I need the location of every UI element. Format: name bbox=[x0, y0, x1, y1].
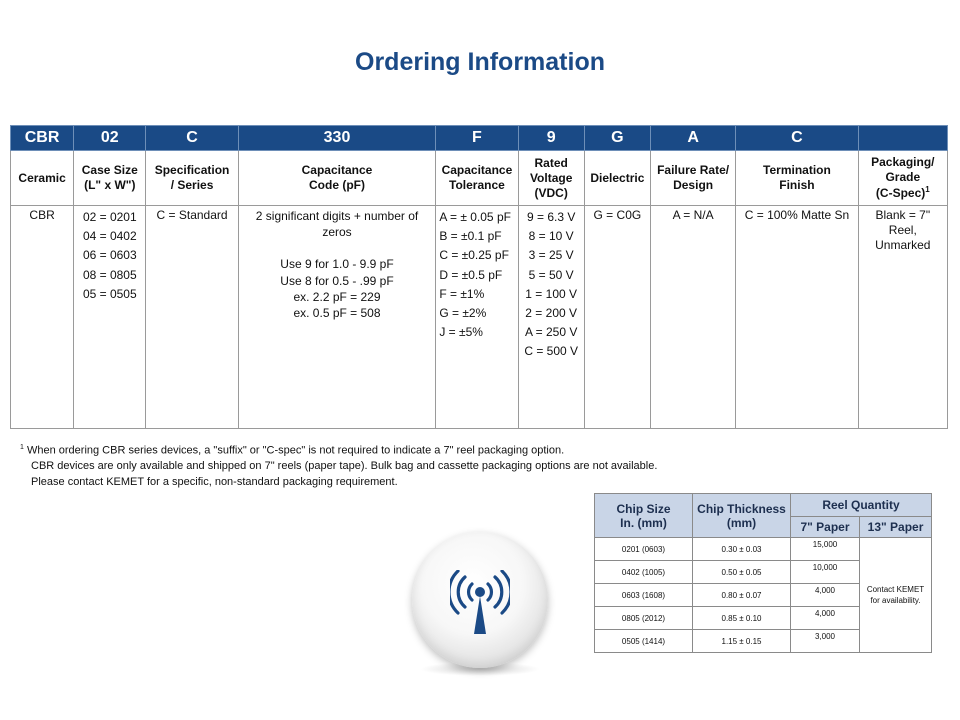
footnote-ref: 1 bbox=[925, 185, 930, 194]
reel7-qty-cell: 10,000 bbox=[791, 561, 860, 584]
value-line: J = ±5% bbox=[439, 325, 483, 340]
value-line: C = ±0.25 pF bbox=[439, 248, 509, 263]
value-rated-voltage bbox=[518, 206, 584, 429]
header-line: Failure Rate/ bbox=[657, 163, 730, 177]
chip-size-cell: 0805 (2012) bbox=[595, 607, 693, 630]
value-line: Unmarked bbox=[875, 238, 931, 252]
chip-thickness-cell: 0.80 ± 0.07 bbox=[693, 584, 791, 607]
value-case-size bbox=[74, 206, 146, 429]
value-line: 8 = 10 V bbox=[528, 229, 574, 244]
chip-header-reel-quantity: Reel Quantity bbox=[791, 494, 932, 517]
footnote-line: CBR devices are only available and shipped on 7" reels (paper tape). Bulk bag and cassette packaging options are not available. bbox=[31, 460, 658, 473]
value-line: A = 250 V bbox=[524, 325, 578, 340]
code-cell bbox=[858, 126, 947, 151]
header-failure-rate bbox=[650, 151, 735, 206]
value-line: 05 = 0505 bbox=[82, 286, 137, 301]
value-capacitance-code bbox=[238, 206, 436, 429]
values-row bbox=[11, 206, 948, 429]
code-cell: F bbox=[436, 126, 518, 151]
wireless-antenna-icon bbox=[450, 570, 510, 636]
header-dielectric: Dielectric bbox=[584, 151, 650, 206]
chip-size-cell: 0201 (0603) bbox=[595, 538, 693, 561]
chip-header-reel7: 7" Paper bbox=[791, 517, 860, 538]
value-line: ex. 0.5 pF = 508 bbox=[293, 305, 381, 320]
ordering-table bbox=[10, 125, 948, 429]
chip-thickness-cell: 0.85 ± 0.10 bbox=[693, 607, 791, 630]
chip-size-cell: 0402 (1005) bbox=[595, 561, 693, 584]
code-cell: 330 bbox=[238, 126, 436, 151]
value-line: 3 = 25 V bbox=[528, 248, 574, 263]
value-packaging bbox=[858, 206, 947, 429]
header-capacitance-code bbox=[238, 151, 436, 206]
value-line: 1 = 100 V bbox=[525, 286, 578, 301]
chip-thickness-cell: 1.15 ± 0.15 bbox=[693, 630, 791, 653]
footnote-text: When ordering CBR series devices, a "suffix" or "C-spec" is not required to indicate a 7" reel packaging option. bbox=[26, 444, 565, 457]
header-line: Chip Thickness bbox=[697, 501, 786, 516]
chip-header-thickness bbox=[693, 494, 791, 538]
wireless-badge bbox=[412, 532, 548, 668]
reel13-contact-cell bbox=[860, 538, 932, 653]
value-line: G = ±2% bbox=[439, 305, 487, 320]
header-capacitance-tolerance bbox=[436, 151, 518, 206]
chip-size-cell: 0505 (1414) bbox=[595, 630, 693, 653]
reel7-qty-cell: 15,000 bbox=[791, 538, 860, 561]
header-line: In. (mm) bbox=[620, 515, 667, 530]
value-line: 02 = 0201 bbox=[82, 210, 137, 224]
chip-thickness-cell: 0.50 ± 0.05 bbox=[693, 561, 791, 584]
value-line: 2 significant digits + number of bbox=[255, 209, 419, 223]
reel7-qty-cell: 4,000 bbox=[791, 584, 860, 607]
value-line: A = ± 0.05 pF bbox=[439, 210, 511, 224]
code-cell: 02 bbox=[74, 126, 146, 151]
value-line: F = ±1% bbox=[439, 286, 485, 301]
chip-thickness-cell: 0.30 ± 0.03 bbox=[693, 538, 791, 561]
value-line: 5 = 50 V bbox=[528, 267, 574, 282]
header-ceramic: Ceramic bbox=[11, 151, 74, 206]
header-line: Packaging/ bbox=[871, 155, 935, 169]
header-line: Rated bbox=[534, 155, 568, 170]
header-line: Design bbox=[673, 178, 714, 192]
reel7-qty-cell: 4,000 bbox=[791, 607, 860, 630]
value-dielectric: G = C0G bbox=[584, 206, 650, 429]
table-row bbox=[595, 538, 932, 561]
value-line: 08 = 0805 bbox=[82, 267, 137, 282]
reel7-qty-cell: 3,000 bbox=[791, 630, 860, 653]
value-line: B = ±0.1 pF bbox=[439, 229, 502, 244]
value-line: 04 = 0402 bbox=[82, 229, 137, 244]
header-line: / Series bbox=[170, 178, 214, 192]
header-line: Code (pF) bbox=[309, 178, 365, 192]
header-line: (mm) bbox=[726, 515, 757, 530]
value-line: zeros bbox=[322, 225, 352, 240]
value-capacitance-tolerance bbox=[436, 206, 518, 429]
header-line-text: (C-Spec) bbox=[875, 186, 926, 200]
header-line: (L" x W") bbox=[84, 178, 136, 192]
header-termination bbox=[736, 151, 858, 206]
footnote-line: Please contact KEMET for a specific, non-standard packaging requirement. bbox=[31, 475, 398, 488]
header-line: Capacitance bbox=[441, 163, 513, 177]
header-rated-voltage bbox=[518, 151, 584, 206]
value-line: 9 = 6.3 V bbox=[526, 210, 576, 224]
header-line: Voltage bbox=[529, 170, 573, 185]
value-line: ex. 2.2 pF = 229 bbox=[293, 289, 381, 304]
code-cell: 9 bbox=[518, 126, 584, 151]
header-line: Case Size bbox=[81, 163, 138, 177]
chip-header-row bbox=[595, 494, 932, 517]
value-line: 2 = 200 V bbox=[525, 305, 578, 320]
header-packaging bbox=[858, 151, 947, 206]
value-failure-rate: A = N/A bbox=[650, 206, 735, 429]
header-line: Specification bbox=[154, 163, 230, 177]
header-case-size bbox=[74, 151, 146, 206]
header-specification bbox=[146, 151, 238, 206]
header-line: (VDC) bbox=[534, 185, 568, 200]
header-line: Finish bbox=[779, 178, 815, 192]
chip-header-size bbox=[595, 494, 693, 538]
page-title: Ordering Information bbox=[355, 48, 605, 76]
footnote bbox=[20, 440, 657, 490]
value-line: Reel, bbox=[888, 223, 917, 237]
chip-size-table bbox=[594, 493, 932, 653]
header-line: Grade bbox=[885, 170, 921, 184]
code-cell: CBR bbox=[11, 126, 74, 151]
value-line: C = 500 V bbox=[524, 344, 579, 359]
chip-header-reel13: 13" Paper bbox=[860, 517, 932, 538]
code-cell: C bbox=[736, 126, 858, 151]
header-line: Chip Size bbox=[616, 501, 671, 516]
code-row bbox=[11, 126, 948, 151]
spacer bbox=[241, 240, 434, 256]
value-ceramic: CBR bbox=[11, 206, 74, 429]
chip-size-cell: 0603 (1608) bbox=[595, 584, 693, 607]
header-line: Capacitance bbox=[301, 163, 373, 177]
header-line bbox=[861, 185, 945, 201]
footnote-line bbox=[20, 440, 657, 459]
value-line: Use 8 for 0.5 - .99 pF bbox=[280, 273, 394, 288]
contact-line: Contact KEMET bbox=[866, 585, 925, 594]
value-line: Use 9 for 1.0 - 9.9 pF bbox=[280, 257, 394, 272]
header-row bbox=[11, 151, 948, 206]
header-line: Tolerance bbox=[449, 178, 505, 192]
code-cell: A bbox=[650, 126, 735, 151]
header-line: Termination bbox=[763, 163, 831, 177]
footnote-marker: 1 bbox=[20, 444, 24, 451]
value-line: D = ±0.5 pF bbox=[439, 267, 503, 282]
code-cell: C bbox=[146, 126, 238, 151]
value-specification: C = Standard bbox=[146, 206, 238, 429]
contact-line: for availability. bbox=[870, 596, 921, 605]
value-line: Blank = 7" bbox=[875, 208, 931, 222]
value-line: 06 = 0603 bbox=[82, 248, 137, 263]
value-termination: C = 100% Matte Sn bbox=[736, 206, 858, 429]
code-cell: G bbox=[584, 126, 650, 151]
